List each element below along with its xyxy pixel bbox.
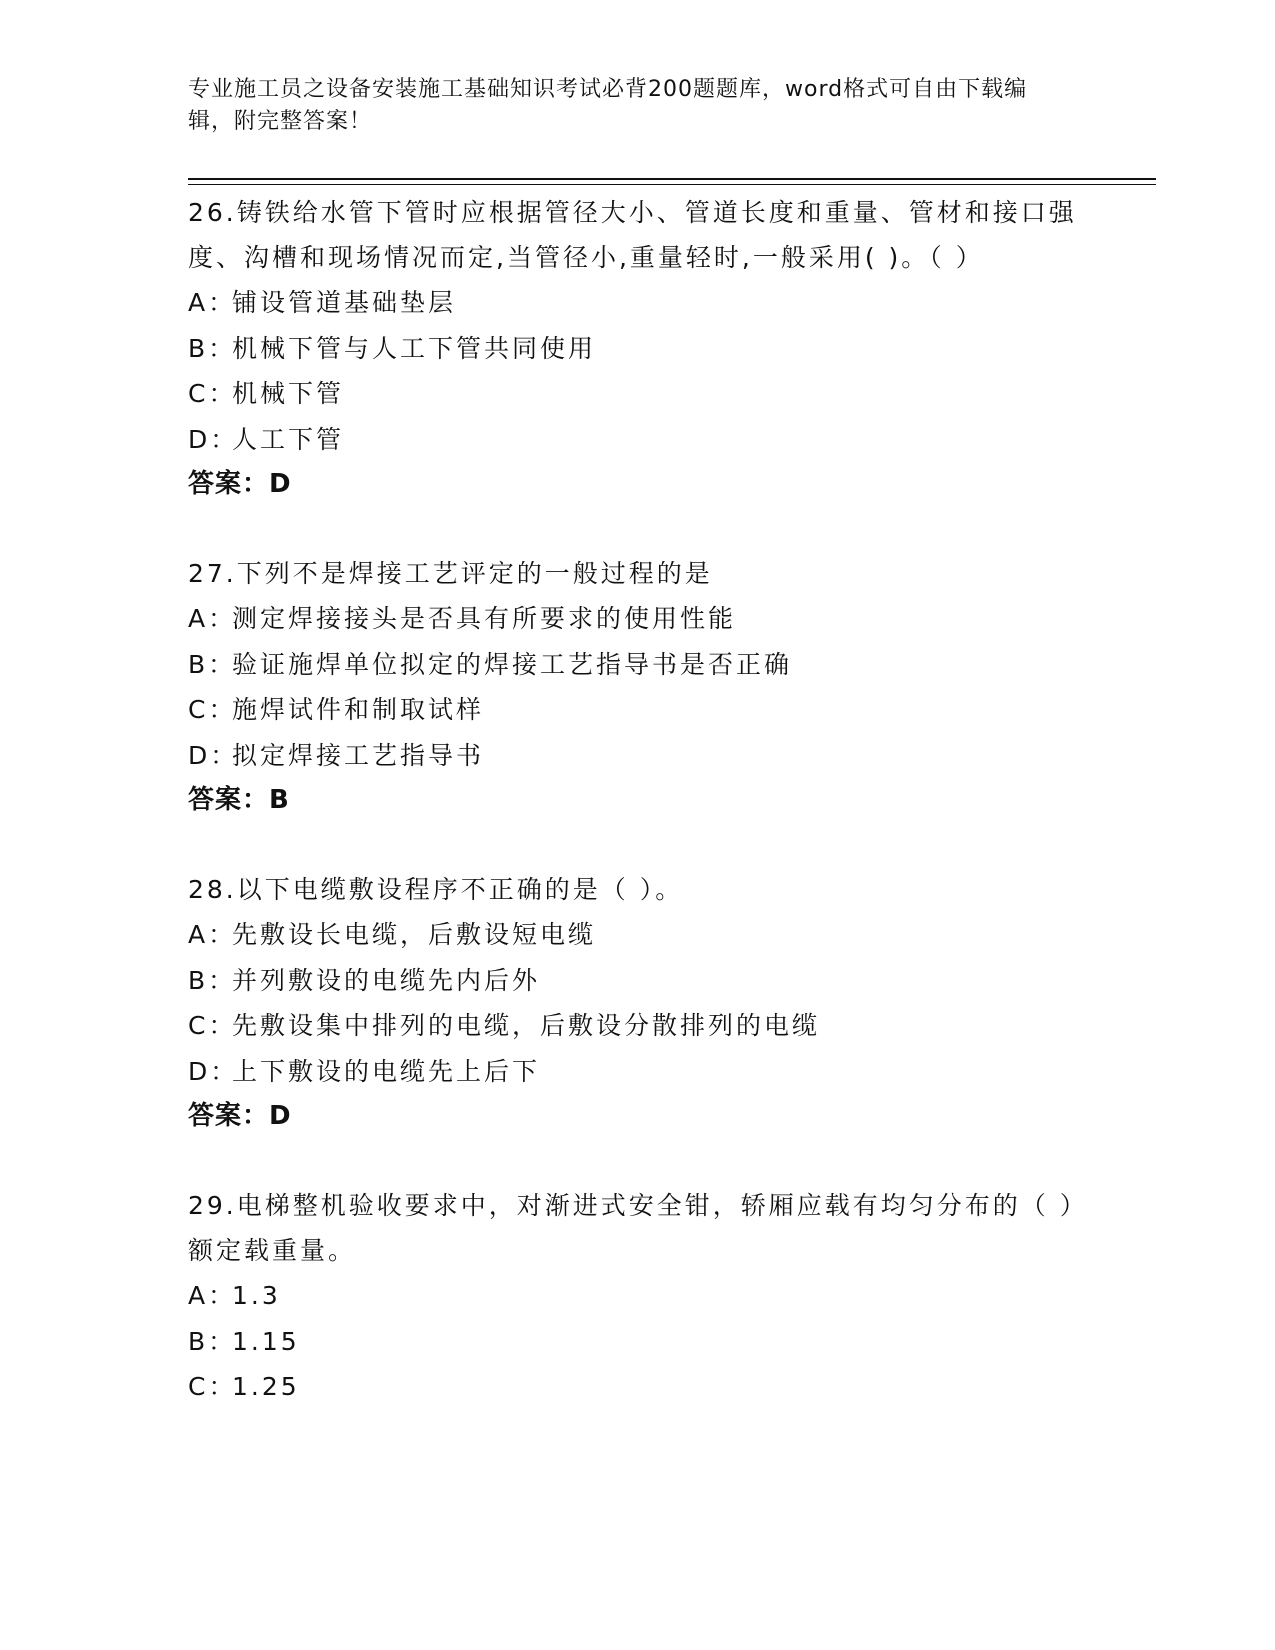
question-29: [188, 1183, 1088, 1410]
option-a: [188, 596, 1088, 642]
option-d: [188, 733, 1088, 779]
option-key: B：: [188, 1326, 237, 1356]
option-text: 上下敷设的电缆先上后下: [232, 1056, 541, 1086]
option-a: [188, 912, 1088, 958]
option-key: C：: [188, 1372, 237, 1401]
option-d: [188, 417, 1088, 463]
option-text: 机械下管: [232, 379, 345, 408]
option-text: 1.15: [232, 1326, 300, 1356]
option-key: B：: [188, 965, 237, 995]
option-text: 测定焊接接头是否具有所要求的使用性能: [232, 604, 737, 633]
option-key: B：: [188, 649, 237, 679]
question-27: [188, 551, 1088, 823]
option-text: 施焊试件和制取试样: [232, 695, 485, 724]
option-key: A：: [188, 920, 237, 949]
option-key: C：: [188, 1011, 237, 1040]
option-c: [188, 1003, 1088, 1049]
option-a: [188, 280, 1088, 326]
answer-line: 答案：D: [188, 1101, 292, 1131]
header-divider-thick: [188, 178, 1156, 180]
option-text: 机械下管与人工下管共同使用: [232, 333, 597, 363]
option-b: [188, 642, 1088, 688]
document-header: 专业施工员之设备安装施工基础知识考试必背200题题库，word格式可自由下载编辑，附完整答案！: [188, 77, 1028, 134]
option-key: D：: [188, 1056, 239, 1086]
option-b: [188, 958, 1088, 1004]
question-text: 28.以下电缆敷设程序不正确的是（ ）。: [188, 875, 684, 904]
option-key: C：: [188, 379, 237, 408]
option-key: A：: [188, 1281, 237, 1310]
option-text: 先敷设集中排列的电缆，后敷设分散排列的电缆: [232, 1011, 821, 1040]
option-text: 1.3: [232, 1281, 281, 1310]
question-26: [188, 190, 1088, 507]
option-text: 拟定焊接工艺指导书: [232, 740, 485, 770]
option-text: 1.25: [232, 1372, 300, 1401]
option-key: D：: [188, 740, 239, 770]
option-key: A：: [188, 288, 237, 317]
option-text: 人工下管: [232, 424, 345, 454]
option-key: A：: [188, 604, 237, 633]
option-c: [188, 371, 1088, 417]
option-b: [188, 1319, 1088, 1365]
answer-line: 答案：D: [188, 469, 292, 499]
question-list: [188, 190, 1088, 1454]
option-key: C：: [188, 695, 237, 724]
option-b: [188, 326, 1088, 372]
option-text: 并列敷设的电缆先内后外: [232, 965, 541, 995]
answer-line: 答案：B: [188, 785, 290, 815]
option-text: 铺设管道基础垫层: [232, 288, 457, 317]
option-d: [188, 1049, 1088, 1095]
option-text: 先敷设长电缆，后敷设短电缆: [232, 920, 597, 949]
option-c: [188, 1364, 1088, 1410]
option-key: D：: [188, 424, 239, 454]
header-divider-thin: [188, 184, 1156, 185]
option-text: 验证施焊单位拟定的焊接工艺指导书是否正确: [232, 649, 793, 679]
option-a: [188, 1273, 1088, 1319]
question-text: 26.铸铁给水管下管时应根据管径大小、管道长度和重量、管材和接口强度、沟槽和现场情况而定,当管径小,重量轻时,一般采用( )。（ ）: [188, 198, 1077, 272]
option-c: [188, 687, 1088, 733]
question-text: 27.下列不是焊接工艺评定的一般过程的是: [188, 559, 713, 588]
option-key: B：: [188, 333, 237, 363]
question-28: [188, 867, 1088, 1139]
question-text: 29.电梯整机验收要求中，对渐进式安全钳，轿厢应载有均匀分布的（ ）额定载重量。: [188, 1191, 1088, 1265]
